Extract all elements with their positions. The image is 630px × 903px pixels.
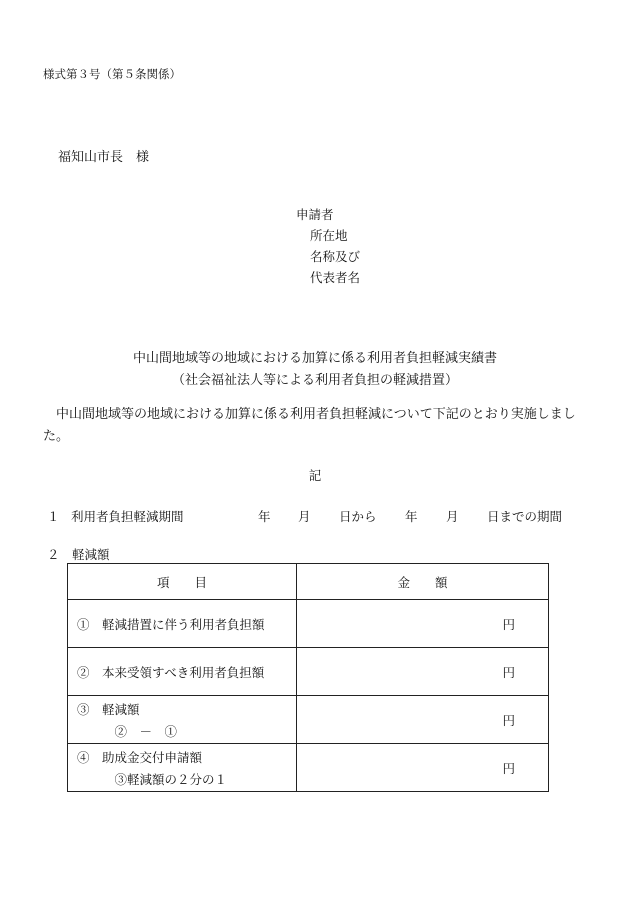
- row-2-item: [68, 648, 297, 696]
- table-row: [68, 648, 549, 696]
- ki-heading: 記: [308, 468, 322, 483]
- end-day-label: 日までの期間: [487, 509, 563, 524]
- end-year-label: 年: [405, 509, 418, 524]
- row-3-item: [68, 696, 297, 744]
- table-row: [68, 744, 549, 792]
- start-day-label: 日から: [339, 509, 377, 524]
- section-1-number: １: [47, 509, 60, 524]
- row-2-unit: 円: [502, 664, 515, 680]
- row-3-formula: ② － ①: [77, 723, 178, 739]
- body-text: 中山間地域等の地域における加算に係る利用者負担軽減について下記のとおり実施しました。: [43, 407, 576, 444]
- start-year-label: 年: [258, 509, 271, 524]
- addressee: 福知山市長 様: [58, 150, 150, 165]
- table-row: [68, 600, 549, 648]
- row-4-item: [68, 744, 297, 792]
- section-1-label: 利用者負担軽減期間: [71, 509, 184, 524]
- row-3-item-text: ③ 軽減額: [77, 701, 140, 717]
- form-number: 様式第３号（第５条関係）: [43, 67, 181, 81]
- document-title: 中山間地域等の地域における加算に係る利用者負担軽減実績書: [132, 351, 497, 366]
- header-item: 項 目: [68, 564, 297, 600]
- applicant-title: 申請者: [296, 207, 334, 222]
- row-1-item: [68, 600, 297, 648]
- row-1-item-text: ① 軽減措置に伴う利用者負担額: [77, 616, 265, 632]
- end-month-label: 月: [446, 509, 459, 524]
- row-2-amount[interactable]: [297, 648, 549, 696]
- row-1-amount[interactable]: [297, 600, 549, 648]
- row-4-amount[interactable]: [297, 744, 549, 792]
- applicant-representative-label: 代表者名: [310, 270, 361, 285]
- document-subtitle: （社会福祉法人等による利用者負担の軽減措置）: [171, 373, 458, 388]
- start-month-label: 月: [298, 509, 311, 524]
- table-row: [68, 696, 549, 744]
- row-2-item-text: ② 本来受領すべき利用者負担額: [77, 664, 265, 680]
- applicant-address-label: 所在地: [310, 228, 348, 243]
- header-amount: 金 額: [297, 564, 549, 600]
- reduction-amount-table: [67, 563, 549, 792]
- section-1-period: [47, 507, 577, 525]
- applicant-name-label: 名称及び: [310, 249, 361, 264]
- row-4-unit: 円: [502, 760, 515, 776]
- row-3-amount[interactable]: [297, 696, 549, 744]
- row-4-formula: ③軽減額の２分の１: [77, 771, 228, 787]
- table-header-row: [68, 564, 549, 600]
- section-2-label: ２ 軽減額: [47, 547, 110, 562]
- row-3-unit: 円: [502, 712, 515, 728]
- row-4-item-text: ④ 助成金交付申請額: [77, 749, 203, 765]
- row-1-unit: 円: [502, 616, 515, 632]
